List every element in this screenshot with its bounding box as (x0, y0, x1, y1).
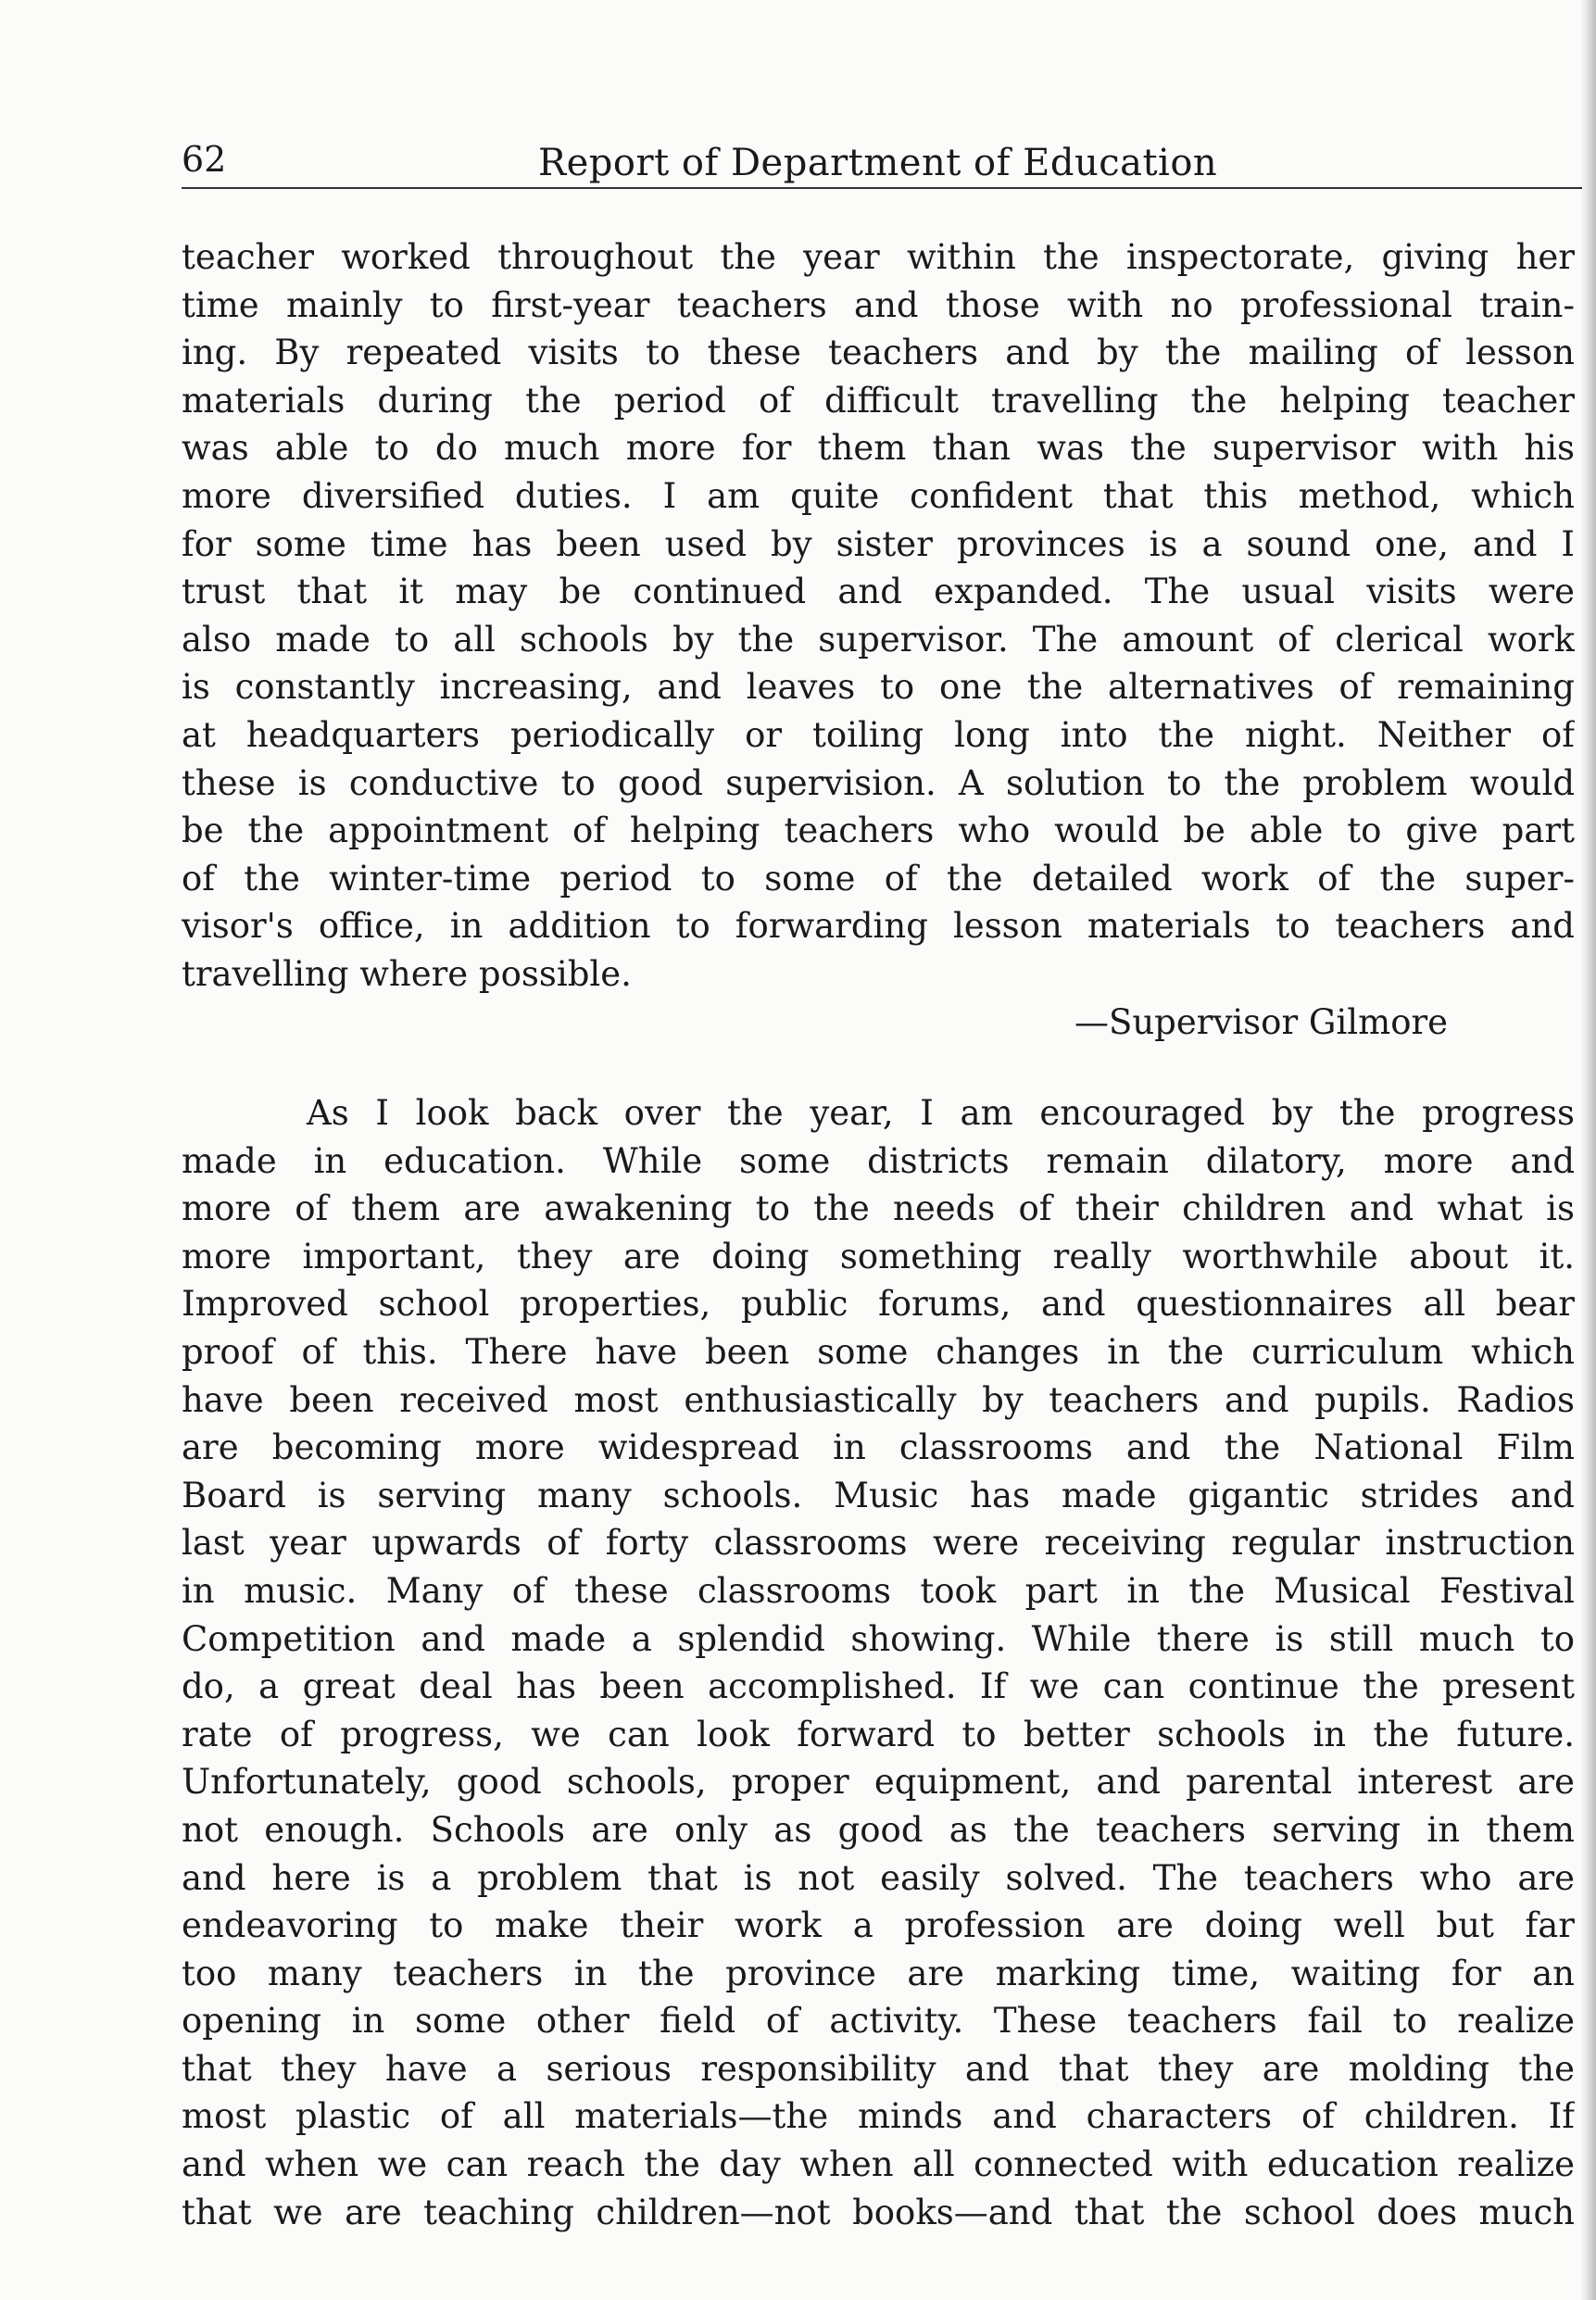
text-line: last year upwards of forty classrooms were receiving regular instruction (182, 1523, 1575, 1564)
text-line: and when we can reach the day when all connected with education realize (182, 2144, 1575, 2185)
text-line: made in education. While some districts remain dilatory, more and (182, 1140, 1575, 1181)
text-line: be the appointment of helping teachers who would be able to give part (182, 811, 1575, 851)
text-line: visor's office, in addition to forwarding lesson materials to teachers and (182, 906, 1575, 947)
text-line: not enough. Schools are only as good as the teachers serving in them (182, 1809, 1575, 1850)
text-line: more diversified duties. I am quite confident that this method, which (182, 475, 1575, 516)
page-number: 62 (182, 139, 227, 180)
text-line: that we are teaching children—not books—and that the school does much (182, 2192, 1575, 2232)
text-line: for some time has been used by sister provinces is a sound one, and I (182, 523, 1575, 564)
text-line: also made to all schools by the supervisor. The amount of clerical work (182, 619, 1575, 660)
text-line: teacher worked throughout the year within the inspectorate, giving her (182, 237, 1575, 277)
text-line: trust that it may be continued and expanded. The usual visits were (182, 572, 1575, 612)
text-line: these is conductive to good supervision. A solution to the problem would (182, 762, 1575, 803)
text-line: Competition and made a splendid showing. While there is still much to (182, 1618, 1575, 1659)
text-line: rate of progress, we can look forward to better schools in the future. (182, 1714, 1575, 1754)
text-line: do, a great deal has been accomplished. If we can continue the present (182, 1666, 1575, 1707)
header-rule (182, 187, 1582, 189)
text-line: more important, they are doing something really worthwhile about it. (182, 1236, 1575, 1276)
page-edge-shadow (1579, 0, 1596, 2300)
text-line: too many teachers in the province are marking time, waiting for an (182, 1953, 1575, 1993)
text-line: more of them are awakening to the needs of their children and what is (182, 1188, 1575, 1229)
text-line: that they have a serious responsibility and that they are molding the (182, 2048, 1575, 2089)
text-line: travelling where possible. (182, 953, 632, 994)
text-line: of the winter-time period to some of the detailed work of the super- (182, 858, 1575, 899)
text-line: Improved school properties, public forums, and questionnaires all bear (182, 1284, 1575, 1325)
signature-line: —Supervisor Gilmore (1074, 1002, 1449, 1042)
text-line: Unfortunately, good schools, proper equipment, and parental interest are (182, 1762, 1575, 1803)
text-line: at headquarters periodically or toiling long into the night. Neither of (182, 714, 1575, 755)
text-line: have been received most enthusiastically by teachers and pupils. Radios (182, 1379, 1575, 1420)
text-line: opening in some other field of activity. These teachers fail to realize (182, 2001, 1575, 2042)
text-line: ing. By repeated visits to these teachers and by the mailing of lesson (182, 333, 1575, 373)
running-head: Report of Department of Education (538, 142, 1218, 184)
paragraph-1 (182, 233, 1575, 999)
text-line: is constantly increasing, and leaves to one the alternatives of remaining (182, 667, 1575, 708)
text-line: endeavoring to make their work a profession are doing well but far (182, 1905, 1575, 1946)
text-line: Board is serving many schools. Music has made gigantic strides and (182, 1475, 1575, 1515)
paragraph-2 (182, 1089, 1575, 2236)
text-line: proof of this. There have been some changes in the curriculum which (182, 1331, 1575, 1372)
text-line: was able to do much more for them than was the supervisor with his (182, 428, 1575, 469)
text-line: As I look back over the year, I am encouraged by the progress (307, 1093, 1575, 1133)
page-header (182, 139, 1580, 195)
text-line: in music. Many of these classrooms took part in the Musical Festival (182, 1570, 1575, 1611)
text-line: time mainly to first-year teachers and those with no professional train- (182, 284, 1575, 325)
text-line: most plastic of all materials—the minds and characters of children. If (182, 2096, 1575, 2137)
text-line: and here is a problem that is not easily solved. The teachers who are (182, 1857, 1575, 1898)
text-line: materials during the period of difficult travelling the helping teacher (182, 380, 1575, 421)
text-line: are becoming more widespread in classrooms and the National Film (182, 1427, 1575, 1468)
